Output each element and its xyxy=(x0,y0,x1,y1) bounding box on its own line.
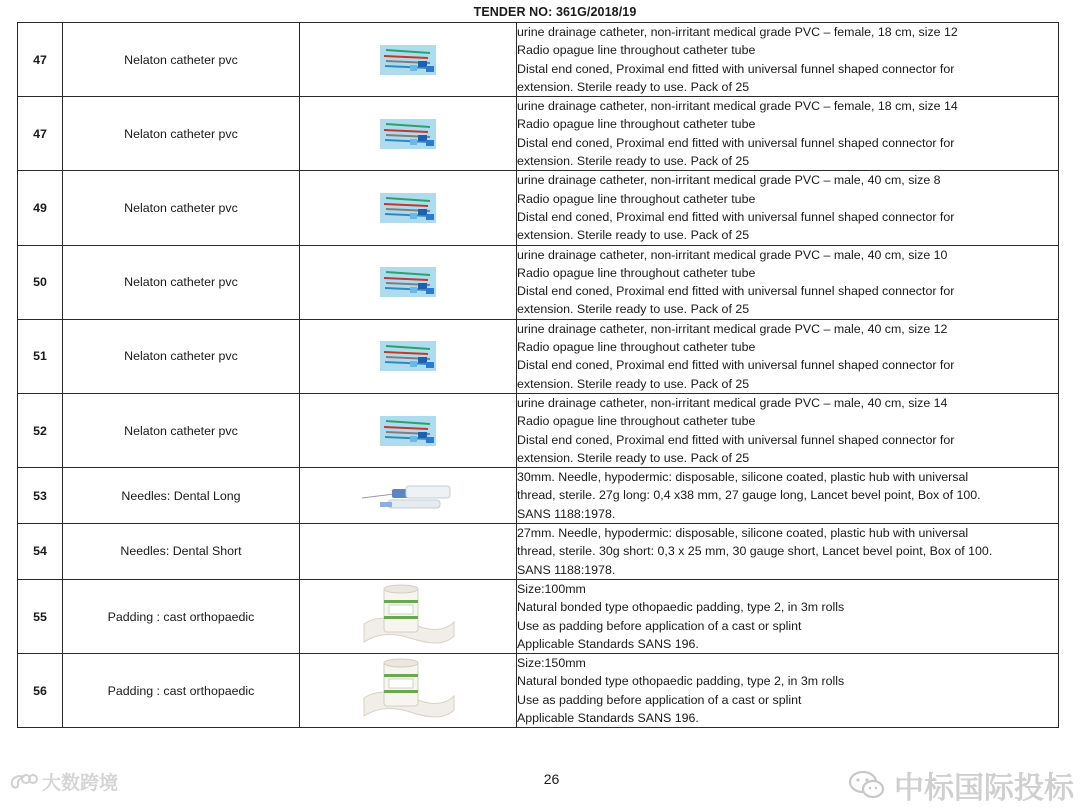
watermark-left-text: 大数跨境 xyxy=(42,773,119,794)
item-number: 47 xyxy=(18,23,63,97)
description-line: Natural bonded type othopaedic padding, type 2, in 3m rolls xyxy=(517,674,845,689)
description-line: extension. Sterile ready to use. Pack of 25 xyxy=(517,154,750,169)
description-line: extension. Sterile ready to use. Pack of 25 xyxy=(517,79,750,94)
table-row xyxy=(18,23,1059,97)
catheter-image xyxy=(380,416,436,446)
description-line: urine drainage catheter, non-irritant medical grade PVC – male, 40 cm, size 12 xyxy=(517,321,948,336)
description-line: extension. Sterile ready to use. Pack of 25 xyxy=(517,450,750,465)
item-image-cell xyxy=(300,319,517,393)
description-line: 27mm. Needle, hypodermic: disposable, silicone coated, plastic hub with universal xyxy=(517,526,969,541)
item-name: Nelaton catheter pvc xyxy=(63,393,300,467)
table-row xyxy=(18,245,1059,319)
table-row xyxy=(18,468,1059,524)
table-row xyxy=(18,654,1059,728)
item-name: Nelaton catheter pvc xyxy=(63,23,300,97)
item-name: Nelaton catheter pvc xyxy=(63,319,300,393)
table-row xyxy=(18,319,1059,393)
item-description xyxy=(517,579,1059,653)
catheter-image xyxy=(380,193,436,223)
item-image-cell xyxy=(300,579,517,653)
item-description xyxy=(517,468,1059,524)
catheter-image xyxy=(380,119,436,149)
description-line: Radio opague line throughout catheter tube xyxy=(517,340,756,355)
description-line: urine drainage catheter, non-irritant medical grade PVC – female, 18 cm, size 12 xyxy=(517,25,958,39)
padding-roll-image xyxy=(358,584,458,650)
catheter-image xyxy=(380,341,436,371)
item-number: 55 xyxy=(18,579,63,653)
watermark-right-text: 中标国际投标 xyxy=(894,772,1074,805)
description-line: Size:150mm xyxy=(517,656,586,671)
description-line: extension. Sterile ready to use. Pack of 25 xyxy=(517,302,750,317)
item-image-cell xyxy=(300,393,517,467)
item-image-cell xyxy=(300,97,517,171)
table-row xyxy=(18,97,1059,171)
table-row xyxy=(18,393,1059,467)
watermark-left xyxy=(8,768,118,795)
description-line: Distal end coned, Proximal end fitted with universal funnel shaped connector for xyxy=(517,284,955,299)
description-line: Distal end coned, Proximal end fitted with universal funnel shaped connector for xyxy=(517,358,955,373)
item-image-cell xyxy=(300,171,517,245)
description-line: Radio opague line throughout catheter tube xyxy=(517,191,756,206)
item-description xyxy=(517,654,1059,728)
item-description xyxy=(517,319,1059,393)
description-line: thread, sterile. 27g long: 0,4 x38 mm, 27 gauge long, Lancet bevel point, Box of 100. xyxy=(517,488,981,503)
item-image-cell xyxy=(300,23,517,97)
catheter-image xyxy=(380,45,436,75)
item-number: 56 xyxy=(18,654,63,728)
document-title: TENDER NO: 361G/2018/19 xyxy=(473,5,637,19)
description-line: Radio opague line throughout catheter tube xyxy=(517,414,756,429)
description-line: Use as padding before application of a cast or splint xyxy=(517,618,802,633)
description-line: Distal end coned, Proximal end fitted with universal funnel shaped connector for xyxy=(517,135,955,150)
item-number: 47 xyxy=(18,97,63,171)
item-image-cell xyxy=(300,468,517,524)
item-description xyxy=(517,23,1059,97)
catheter-image xyxy=(380,267,436,297)
item-number: 53 xyxy=(18,468,63,524)
table-row xyxy=(18,524,1059,580)
description-line: urine drainage catheter, non-irritant medical grade PVC – male, 40 cm, size 10 xyxy=(517,247,948,262)
item-name: Nelaton catheter pvc xyxy=(63,171,300,245)
description-line: Radio opague line throughout catheter tube xyxy=(517,265,756,280)
description-line: Radio opague line throughout catheter tube xyxy=(517,43,756,58)
item-name: Needles: Dental Long xyxy=(63,468,300,524)
description-line: SANS 1188:1978. xyxy=(517,562,616,577)
item-description xyxy=(517,97,1059,171)
description-line: 30mm. Needle, hypodermic: disposable, silicone coated, plastic hub with universal xyxy=(517,470,969,485)
description-line: Applicable Standards SANS 196. xyxy=(517,636,699,651)
description-line: Applicable Standards SANS 196. xyxy=(517,710,699,725)
item-name: Needles: Dental Short xyxy=(63,524,300,580)
item-description xyxy=(517,171,1059,245)
description-line: SANS 1188:1978. xyxy=(517,506,616,521)
item-name: Nelaton catheter pvc xyxy=(63,97,300,171)
item-number: 49 xyxy=(18,171,63,245)
padding-roll-image xyxy=(358,658,458,724)
item-number: 52 xyxy=(18,393,63,467)
description-line: extension. Sterile ready to use. Pack of 25 xyxy=(517,376,750,391)
table-row xyxy=(18,171,1059,245)
item-name: Padding : cast orthopaedic xyxy=(63,579,300,653)
description-line: Size:100mm xyxy=(517,581,586,596)
tender-table xyxy=(17,22,1059,728)
needle-image xyxy=(358,478,458,514)
wechat-logo-icon xyxy=(848,769,886,801)
item-image-cell xyxy=(300,524,517,580)
description-line: Use as padding before application of a cast or splint xyxy=(517,692,802,707)
table-row xyxy=(18,579,1059,653)
description-line: Natural bonded type othopaedic padding, type 2, in 3m rolls xyxy=(517,600,845,615)
description-line: Distal end coned, Proximal end fitted with universal funnel shaped connector for xyxy=(517,61,955,76)
description-line: Radio opague line throughout catheter tube xyxy=(517,117,756,132)
description-line: Distal end coned, Proximal end fitted with universal funnel shaped connector for xyxy=(517,432,955,447)
page-number: 26 xyxy=(543,771,560,787)
item-description xyxy=(517,524,1059,580)
description-line: urine drainage catheter, non-irritant medical grade PVC – male, 40 cm, size 8 xyxy=(517,173,941,188)
item-description xyxy=(517,245,1059,319)
item-number: 50 xyxy=(18,245,63,319)
item-image-cell xyxy=(300,245,517,319)
description-line: Distal end coned, Proximal end fitted with universal funnel shaped connector for xyxy=(517,209,955,224)
item-image-cell xyxy=(300,654,517,728)
description-line: urine drainage catheter, non-irritant medical grade PVC – female, 18 cm, size 14 xyxy=(517,99,958,114)
description-line: extension. Sterile ready to use. Pack of 25 xyxy=(517,228,750,243)
item-number: 54 xyxy=(18,524,63,580)
description-line: thread, sterile. 30g short: 0,3 x 25 mm, 30 gauge short, Lancet bevel point, Box of 100. xyxy=(517,544,993,559)
item-name: Nelaton catheter pvc xyxy=(63,245,300,319)
item-description xyxy=(517,393,1059,467)
item-name: Padding : cast orthopaedic xyxy=(63,654,300,728)
weibo-logo-icon xyxy=(8,771,38,793)
watermark-right xyxy=(848,763,1074,807)
item-number: 51 xyxy=(18,319,63,393)
description-line: urine drainage catheter, non-irritant medical grade PVC – male, 40 cm, size 14 xyxy=(517,395,948,410)
